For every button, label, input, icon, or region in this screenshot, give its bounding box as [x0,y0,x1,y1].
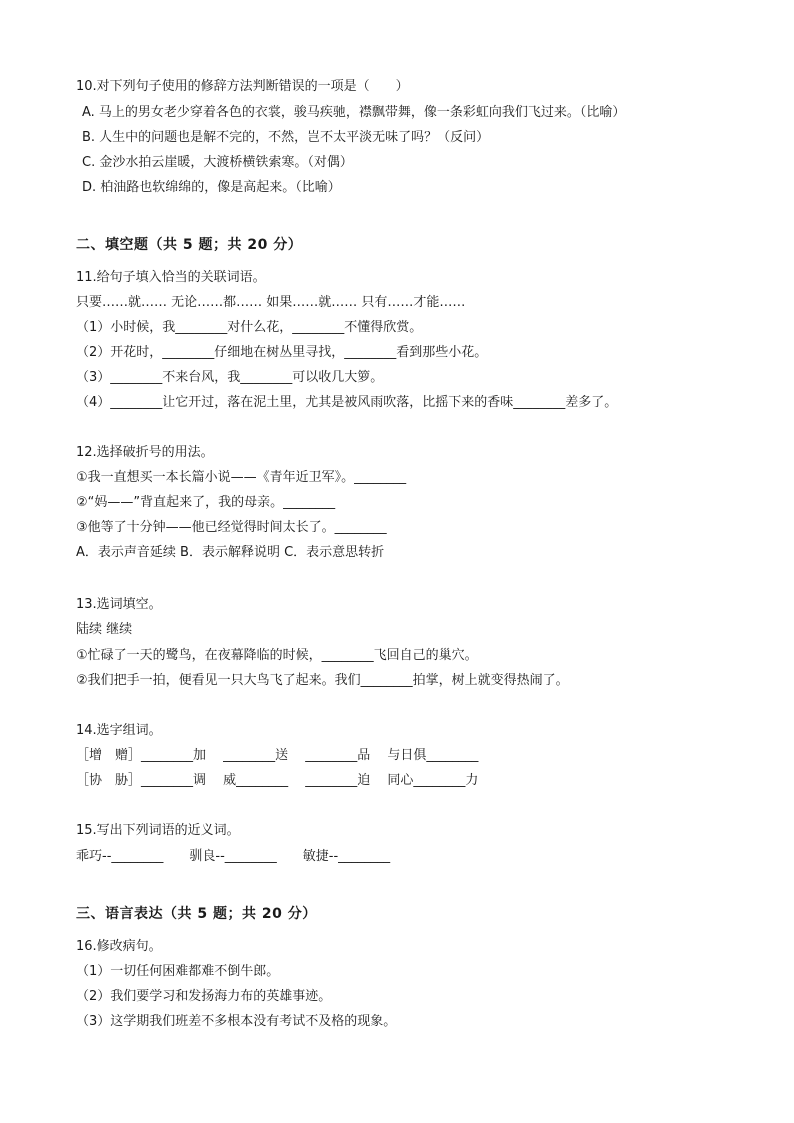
q12-stem: 12.选择破折号的用法。 [76,445,214,460]
q15-stem: 15.写出下列词语的近义词。 [76,823,240,838]
q11-item-1: （1）小时候，我________对什么花，________不懂得欣赏。 [76,320,423,335]
q12-item-2: ②“妈——”背直起来了，我的母亲。________ [76,495,336,510]
q11-item-2: （2）开花时，________仔细地在树丛里寻找，________看到那些小花。 [76,345,488,360]
q14-row-2: ［协 胁］________调 威________ ________迫 同心________力 [76,773,479,788]
q11-stem: 11.给句子填入恰当的关联词语。 [76,270,266,285]
q16-item-1: （1）一切任何困难都难不倒牛郎。 [76,964,280,979]
q10-stem: 10.对下列句子使用的修辞方法判断错误的一项是（ ） [76,79,409,94]
q13-item-1: ①忙碌了一天的鹭鸟，在夜幕降临的时候，________飞回自己的巢穴。 [76,648,478,663]
q12-item-3: ③他等了十分钟——他已经觉得时间太长了。________ [76,520,387,535]
q14-stem: 14.选字组词。 [76,723,162,738]
section-heading-fill-in: 二、填空题（共 5 题；共 20 分） [76,237,303,253]
q16-item-2: （2）我们要学习和发扬海力布的英雄事迹。 [76,989,332,1004]
q10-option-a: A. 马上的男女老少穿着各色的衣裳，骏马疾驰，襟飘带舞，像一条彩虹向我们飞过来。（比喻） [82,105,626,120]
q13-item-2: ②我们把手一拍，便看见一只大鸟飞了起来。我们________拍掌，树上就变得热闹了。 [76,673,569,688]
q15-items: 乖巧--________ 驯良--________ 敏捷--________ [76,849,391,864]
q13-word-bank: 陆续 继续 [76,622,133,637]
q11-word-bank: 只要……就…… 无论……都…… 如果……就…… 只有……才能…… [76,295,466,310]
q16-item-3: （3）这学期我们班差不多根本没有考试不及格的现象。 [76,1014,397,1029]
q14-row-1: ［增 赠］________加 ________送 ________品 与日俱________ [76,748,479,763]
q11-item-4: （4）________让它开过，落在泥土里，尤其是被风雨吹落，比摇下来的香味________差多了。 [76,395,618,410]
q10-option-d: D. 柏油路也软绵绵的，像是高起来。（比喻） [82,180,341,195]
q12-item-1: ①我一直想买一本长篇小说——《青年近卫军》。________ [76,470,407,485]
q10-option-b: B. 人生中的问题也是解不完的，不然，岂不太平淡无味了吗？（反问） [82,130,490,145]
q13-stem: 13.选词填空。 [76,597,162,612]
q12-choices: A．表示声音延续 B．表示解释说明 C．表示意思转折 [76,545,385,560]
section-heading-language-expression: 三、语言表达（共 5 题；共 20 分） [76,906,317,922]
q10-option-c: C. 金沙水拍云崖暖，大渡桥横铁索寒。（对偶） [82,155,353,170]
q11-item-3: （3）________不来台风，我________可以收几大箩。 [76,370,384,385]
q16-stem: 16.修改病句。 [76,939,162,954]
